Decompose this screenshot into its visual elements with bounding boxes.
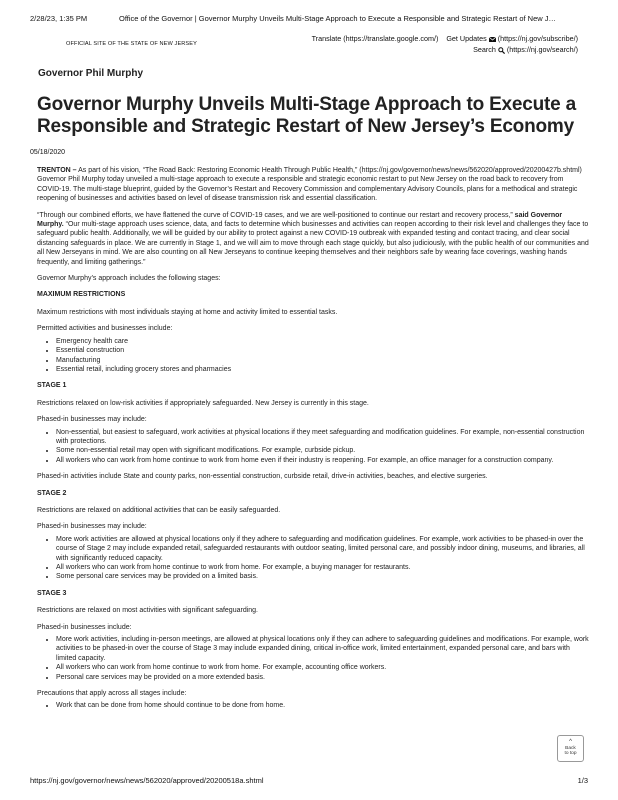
stage1-heading: STAGE 1 <box>37 382 67 390</box>
back-to-top-line1: Back <box>565 745 576 751</box>
stage3-heading: STAGE 3 <box>37 589 67 597</box>
list-item: • Essential retail, including grocery stores and pharmacies <box>56 365 589 374</box>
stage3-desc: Restrictions are relaxed on most activities with significant safeguarding. <box>37 607 258 615</box>
list-item: • Work that can be done from home should continue to be done from home. <box>56 701 589 710</box>
stage1-list <box>56 428 589 466</box>
get-updates-label: Get Updates <box>446 34 487 43</box>
precautions-intro: Precautions that apply across all stages include: <box>37 690 187 698</box>
list-item: • Personal care services may be provided on a more extended basis. <box>56 673 589 682</box>
article-date: 05/18/2020 <box>30 149 66 156</box>
lead-text: As part of his vision, “The Road Back: Restoring Economic Health Through Public Health,” (https://nj.gov/governor/news/news/562020/approved/20200427b.shtml) Governor Phil Murphy today unveiled a multi-stage approach to execute a responsible and strategic economic restart to put New Jersey on the road back to recovery from COVID-19. The multi-stage blueprint, guided by the Governor’s Restart and Recovery Commission and complementary Advisory Councils, plans for a methodical and strategic reopening of businesses and activities based on level of disease transmission risk and essential classification. <box>37 167 582 203</box>
stage1-list-intro: Phased-in businesses may include: <box>37 416 147 424</box>
envelope-icon <box>489 37 496 42</box>
list-item: • Essential construction <box>56 346 589 355</box>
lead-paragraph <box>37 166 589 204</box>
back-to-top-line2: to top <box>564 751 577 756</box>
stage3-list <box>56 635 589 682</box>
print-footer <box>30 776 588 785</box>
print-timestamp: 2/28/23, 1:35 PM <box>30 14 88 23</box>
list-item: • Manufacturing <box>56 356 589 365</box>
chevron-up-icon: ^ <box>569 739 572 745</box>
list-item: • Non-essential, but easiest to safeguard, work activities at physical locations if they meet safeguarding and modification guidelines. For example, non-essential construction with protections. <box>56 428 589 447</box>
max-list <box>56 337 589 375</box>
search-url: (https://nj.gov/search/) <box>506 45 578 54</box>
print-header <box>30 14 588 23</box>
page-title: Governor Murphy Unveils Multi-Stage Approach to Execute a Responsible and Strategic Restart of New Jersey’s Economy <box>37 94 576 137</box>
precautions-list <box>56 701 589 710</box>
list-item: • Some non-essential retail may open with significant modifications. For example, curbside pickup. <box>56 446 589 455</box>
list-item: • More work activities are allowed at physical locations only if they adhere to safeguarding and modification guidelines. For example, work activities to be phased-in over the course of Stage 2 may include expanded retail, safeguarded restaurants with outdoor seating, limited personal care, and possibly indoor dining, museums, and libraries, all with significantly reduced capacity. <box>56 535 589 563</box>
stage2-list <box>56 535 589 582</box>
list-item: • Some personal care services may be provided on a limited basis. <box>56 572 589 581</box>
stage2-desc: Restrictions are relaxed on additional activities that can be easily safeguarded. <box>37 506 281 514</box>
max-restrictions-heading: MAXIMUM RESTRICTIONS <box>37 291 126 299</box>
site-governor-name[interactable]: Governor Phil Murphy <box>38 68 144 79</box>
quote-attribution: said Governor Murphy. <box>37 211 563 229</box>
get-updates-url: (https://nj.gov/subscribe/) <box>497 34 578 43</box>
stage1-after: Phased-in activities include State and county parks, non-essential construction, curbside retail, drive-in activities, beaches, and elective surgeries. <box>37 473 488 481</box>
approach-intro: Governor Murphy’s approach includes the following stages: <box>37 275 221 283</box>
list-item: • More work activities, including in-person meetings, are allowed at physical locations only if they can adhere to safeguarding guidelines and modifications. For example, work activities to be phased-in over the course of Stage 3 may include expanded dining, critical in-office work, limited entertainment, expanded personal care, and bars with limited capacity. <box>56 635 589 663</box>
search-icon <box>498 47 505 54</box>
list-item: • All workers who can work from home continue to work from home. For example, a buying manager for restaurants. <box>56 563 589 572</box>
quote-text: “Through our combined efforts, we have flattened the curve of COVID-19 cases, and we are well-positioned to continue our restart and recovery process,” <box>37 211 515 219</box>
article-body <box>37 166 589 718</box>
stage2-list-intro: Phased-in businesses may include: <box>37 523 147 531</box>
back-to-top-button[interactable] <box>557 735 584 762</box>
search-link[interactable] <box>473 45 578 54</box>
stage3-list-intro: Phased-in businesses include: <box>37 623 132 631</box>
utility-links <box>312 33 578 55</box>
list-item: • Emergency health care <box>56 337 589 346</box>
print-url: https://nj.gov/governor/news/news/562020/approved/20200518a.shtml <box>30 776 264 785</box>
print-title: Office of the Governor | Governor Murphy Unveils Multi-Stage Approach to Execute a Responsible and Strategic Restart of New J… <box>119 14 557 23</box>
print-page-number: 1/3 <box>577 776 588 785</box>
quote-paragraph <box>37 211 589 267</box>
max-list-intro: Permitted activities and businesses include: <box>37 325 173 333</box>
official-site-label: OFFICIAL SITE OF THE STATE OF NEW JERSEY <box>66 41 197 47</box>
dateline: TRENTON – <box>37 167 77 174</box>
stage1-desc: Restrictions relaxed on low-risk activities if appropriately safeguarded. New Jersey is currently in this stage. <box>37 399 369 407</box>
stage2-heading: STAGE 2 <box>37 489 67 497</box>
get-updates-link[interactable] <box>446 34 578 43</box>
list-item: • All workers who can work from home continue to work from home. For example, accounting office workers. <box>56 663 589 672</box>
translate-link[interactable]: Translate (https://translate.google.com/) <box>311 34 439 43</box>
max-restrictions-desc: Maximum restrictions with most individuals staying at home and activity limited to essential tasks. <box>37 308 338 316</box>
quote-rest: “Our multi-stage approach uses science, data, and facts to determine which businesses and activities can reopen according to their risk level and challenges they face to safeguard public health. Additionally, we will be guided by our ability to protect against a new COVID-19 outbreak with expanded testing and contact tracing, and clear social distancing safeguards in place. We are currently in Stage 1, and we will aim to move through each stage quickly, but also judiciously, with the public health of our communities and all New Jerseyans in mind. We are also counting on all New Jerseyans to continue keeping themselves and their neighbors safe by wearing face coverings, washing hands frequently, and limiting gatherings.” <box>37 221 589 266</box>
list-item: • All workers who can work from home continue to work from home even if their industry is reopening. For example, an office manager for a construction company. <box>56 456 589 465</box>
search-label: Search <box>473 45 496 54</box>
